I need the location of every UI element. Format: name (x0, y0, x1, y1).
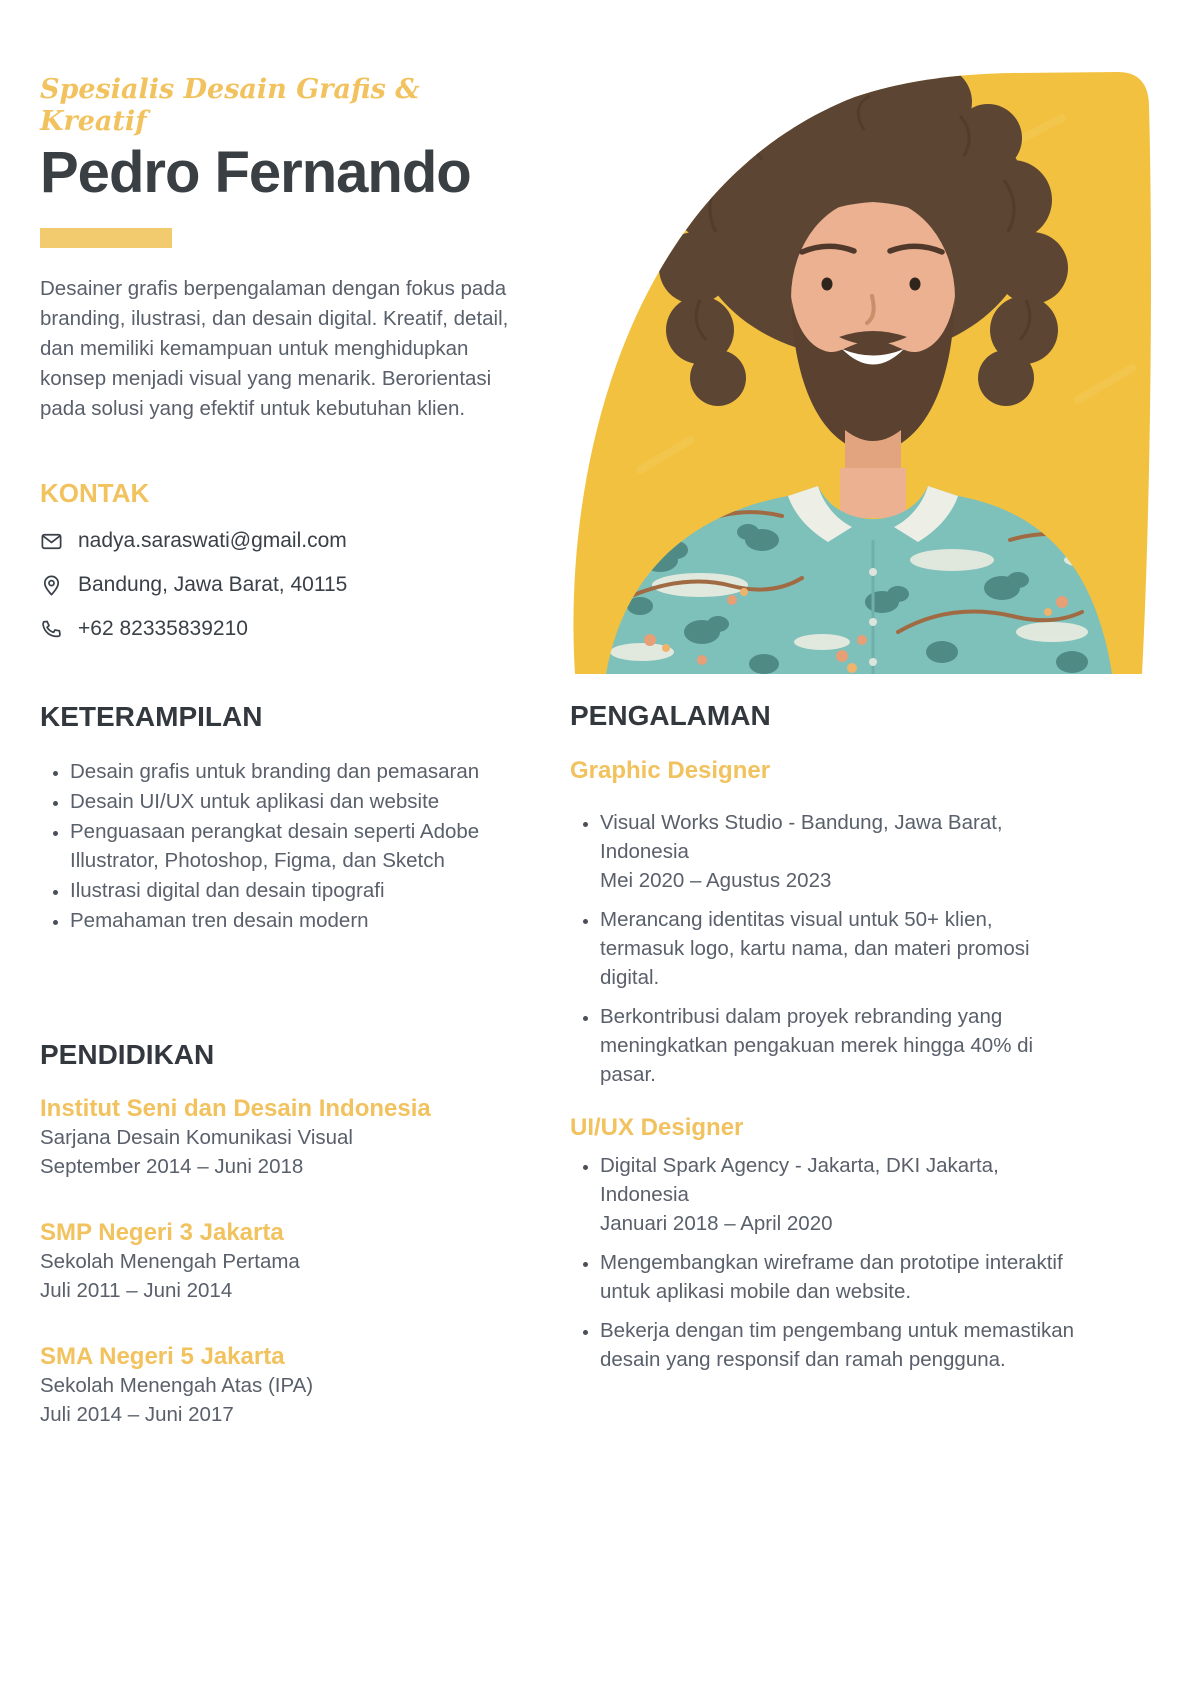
experience-column (570, 700, 1082, 1384)
education-entry (40, 1341, 532, 1429)
contact-email-text: nadya.saraswati@gmail.com (78, 529, 347, 552)
education-period: September 2014 – Juni 2018 (40, 1154, 304, 1178)
education-school: SMP Negeri 3 Jakarta (40, 1219, 284, 1246)
education-period: Juli 2011 – Juni 2014 (40, 1278, 233, 1302)
experience-role (570, 1113, 1082, 1374)
skill-item: • Desain UI/UX untuk aplikasi dan website (70, 787, 532, 816)
experience-heading: PENGALAMAN (570, 700, 771, 731)
skill-item: • Penguasaan perangkat desain seperti Adobe Illustrator, Photoshop, Figma, dan Sketch (70, 817, 532, 875)
role-achievement: • Mengembangkan wireframe dan prototipe interaktif untuk aplikasi mobile dan website. (600, 1248, 1082, 1306)
accent-bar (40, 228, 172, 248)
role-achievement: • Merancang identitas visual untuk 50+ klien, termasuk logo, kartu nama, dan materi promosi digital. (600, 905, 1082, 992)
person-name: Pedro Fernando (40, 140, 471, 205)
education-school: SMA Negeri 5 Jakarta (40, 1343, 285, 1370)
contact-list (40, 529, 532, 641)
contact-phone-text: +62 82335839210 (78, 617, 248, 640)
skills-list (40, 757, 532, 935)
role-period: Januari 2018 – April 2020 (600, 1212, 833, 1235)
role-detail-list (570, 1151, 1082, 1374)
skills-heading: KETERAMPILAN (40, 701, 263, 732)
education-period: Juli 2014 – Juni 2017 (40, 1402, 234, 1426)
experience-role (570, 756, 1082, 1089)
job-subtitle: Spesialis Desain Grafis & Kreatif (40, 74, 420, 137)
skill-item: • Pemahaman tren desain modern (70, 906, 532, 935)
education-degree: Sekolah Menengah Pertama (40, 1250, 300, 1273)
contact-row-phone (40, 617, 532, 641)
role-title: Graphic Designer (570, 757, 771, 784)
location-icon (40, 574, 63, 597)
contact-heading: KONTAK (40, 478, 150, 508)
skill-item: • Desain grafis untuk branding dan pemasaran (70, 757, 532, 786)
portrait-photo (530, 60, 1190, 680)
role-achievement: • Bekerja dengan tim pengembang untuk memastikan desain yang responsif dan ramah pengguna. (600, 1316, 1082, 1374)
education-school: Institut Seni dan Desain Indonesia (40, 1095, 431, 1122)
education-entry (40, 1217, 532, 1305)
education-entry (40, 1093, 532, 1181)
education-heading: PENDIDIKAN (40, 1039, 215, 1070)
role-title: UI/UX Designer (570, 1114, 744, 1141)
role-company: • Visual Works Studio - Bandung, Jawa Barat, Indonesia (600, 811, 1003, 863)
role-period: Mei 2020 – Agustus 2023 (600, 869, 832, 892)
role-company-item (600, 808, 1082, 895)
education-degree: Sarjana Desain Komunikasi Visual (40, 1126, 353, 1149)
mail-icon (40, 530, 63, 553)
skill-item: • Ilustrasi digital dan desain tipografi (70, 876, 532, 905)
left-column (40, 74, 532, 1429)
phone-icon (40, 618, 63, 641)
role-company-item (600, 1151, 1082, 1238)
profile-summary: Desainer grafis berpengalaman dengan fokus pada branding, ilustrasi, dan desain digital. Kreatif, detail, dan memiliki kemampuan untuk menghidupkan konsep menjadi visual yang menarik. Berorientasi pada solusi yang efektif untuk kebutuhan klien. (40, 277, 509, 420)
role-detail-list (570, 808, 1082, 1089)
contact-location-text: Bandung, Jawa Barat, 40115 (78, 573, 348, 596)
contact-row-email (40, 529, 532, 553)
contact-row-location (40, 573, 532, 597)
education-degree: Sekolah Menengah Atas (IPA) (40, 1374, 314, 1397)
role-company: • Digital Spark Agency - Jakarta, DKI Jakarta, Indonesia (600, 1154, 999, 1206)
role-achievement: • Berkontribusi dalam proyek rebranding yang meningkatkan pengakuan merek hingga 40% di pasar. (600, 1002, 1082, 1089)
